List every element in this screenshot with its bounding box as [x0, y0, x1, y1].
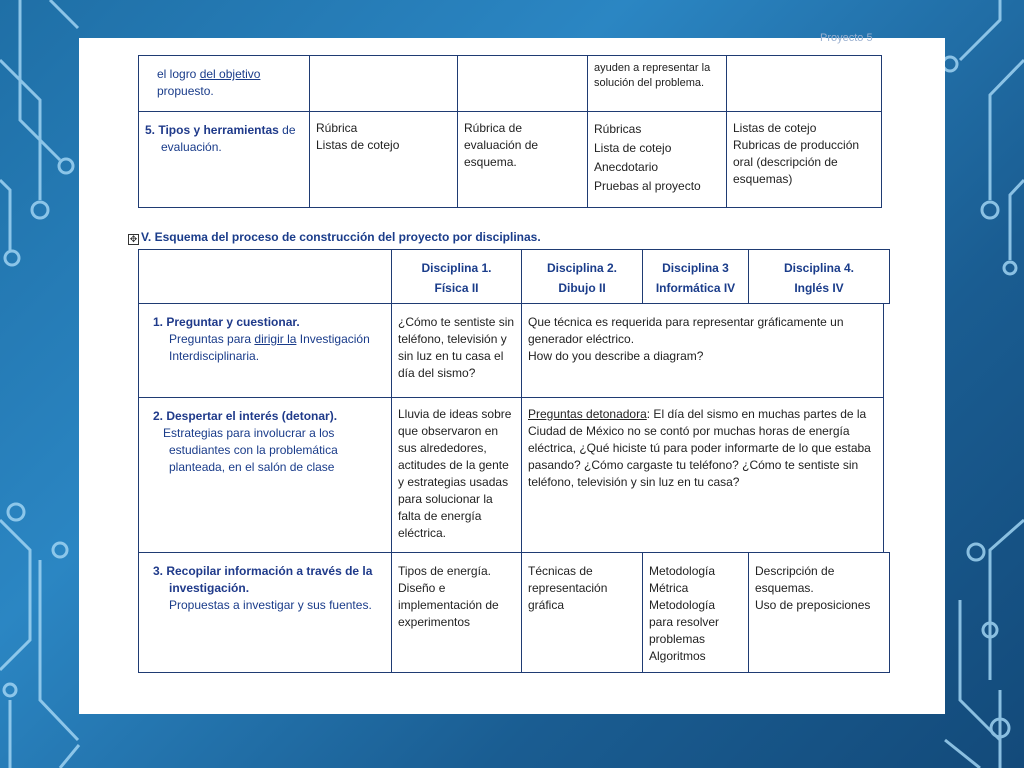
- dirigir-link: dirigir la: [254, 332, 297, 346]
- row2-wide: Preguntas detonadora: El día del sismo en muchas partes de la Ciudad de México no se contó por muchas horas de energía eléctrica, ¿Qué hiciste tú para poder informarte de lo que estaba pasando? ¿Cómo cargaste tu teléfono? ¿Cómo te sentiste sin teléfono, televisión y sin luz en tu casa?: [521, 397, 884, 553]
- table-move-handle-icon[interactable]: ✥: [129, 234, 138, 244]
- top-row1-label: el logro del objetivo propuesto.: [138, 55, 310, 112]
- top-row1-col1: [309, 55, 458, 112]
- header-discipline-1: Disciplina 1. Física II: [391, 249, 522, 304]
- page-corner-text: Proyecto 5: [820, 32, 873, 44]
- top-row1-col2: [457, 55, 588, 112]
- row3-col2: Técnicas de representación gráfica: [521, 552, 643, 673]
- row2-label: 2. Despertar el interés (detonar). Estrategias para involucrar a los estudiantes con la problemática planteada, en el salón de clase: [138, 397, 392, 553]
- header-discipline-4: Disciplina 4. Inglés IV: [748, 249, 890, 304]
- row2-col1: Lluvia de ideas sobre que observaron en sus alrededores, actitudes de la gente y estrategias usadas para solucionar la falta de energía eléctrica.: [391, 397, 522, 553]
- row3-label: 3. Recopilar información a través de la investigación. Propuestas a investigar y sus fuentes.: [138, 552, 392, 673]
- row3-col4: Descripción de esquemas. Uso de preposiciones: [748, 552, 890, 673]
- preguntas-detonadora-link: Preguntas detonadora: [528, 407, 647, 421]
- section-title: V. Esquema del proceso de construcción del proyecto por disciplinas.: [141, 230, 541, 244]
- row3-col1: Tipos de energía. Diseño e implementación de experimentos: [391, 552, 522, 673]
- header-discipline-3: Disciplina 3 Informática IV: [642, 249, 749, 304]
- row1-label: 1. Preguntar y cuestionar. Preguntas para dirigir la Investigación Interdisciplinaria.: [138, 303, 392, 398]
- header-discipline-2: Disciplina 2. Dibujo II: [521, 249, 643, 304]
- top-row2-col4: Listas de cotejo Rubricas de producción oral (descripción de esquemas): [726, 111, 882, 208]
- row1-wide: Que técnica es requerida para representar gráficamente un generador eléctrico. How do you describe a diagram?: [521, 303, 884, 398]
- row3-col3: Metodología Métrica Metodología para resolver problemas Algoritmos: [642, 552, 749, 673]
- top-row1-col3: ayuden a representar la solución del problema.: [587, 55, 727, 112]
- top-row2-label: 5. Tipos y herramientas de evaluación.: [138, 111, 310, 208]
- top-row2-col3: Rúbricas Lista de cotejo Anecdotario Pruebas al proyecto: [587, 111, 727, 208]
- header-blank: [138, 249, 392, 304]
- top-row2-col2: Rúbrica de evaluación de esquema.: [457, 111, 588, 208]
- objective-link: del objetivo: [199, 67, 261, 81]
- top-row1-col4: [726, 55, 882, 112]
- top-row2-col1: Rúbrica Listas de cotejo: [309, 111, 458, 208]
- row1-col1: ¿Cómo te sentiste sin teléfono, televisión y sin luz en tu casa el día del sismo?: [391, 303, 522, 398]
